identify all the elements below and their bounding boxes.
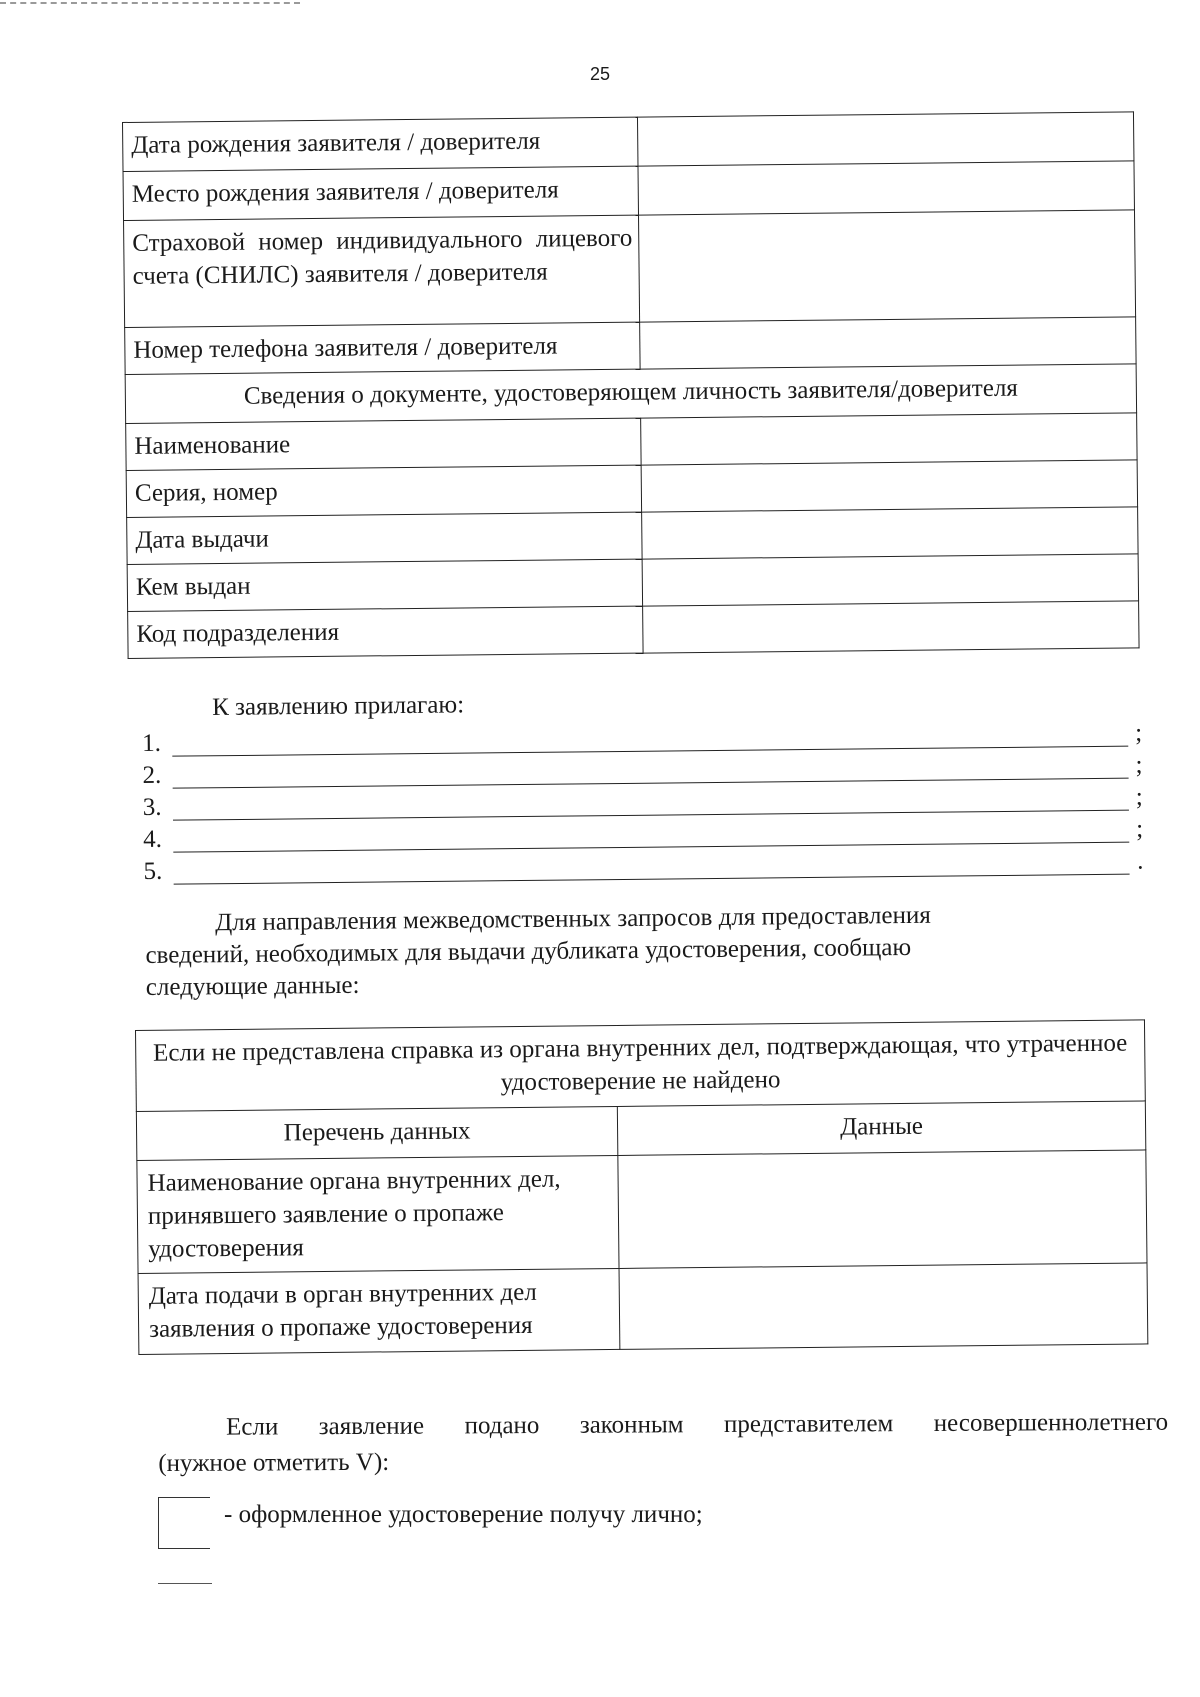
doc-series-field[interactable] [641, 460, 1137, 512]
attachment-punct: ; [1136, 815, 1144, 843]
minor-representative-paragraph [158, 1405, 1168, 1482]
doc-unit-code-field[interactable] [643, 601, 1139, 653]
doc-name-label: Наименование [126, 418, 641, 470]
snils-field[interactable] [639, 210, 1136, 322]
police-authority-field[interactable] [618, 1150, 1147, 1269]
receive-personally-checkbox[interactable] [158, 1497, 210, 1549]
doc-issue-date-label: Дата выдачи [127, 512, 642, 564]
birth-place-field[interactable] [638, 161, 1134, 215]
attachment-punct: ; [1135, 719, 1143, 747]
attachment-punct: . [1137, 847, 1144, 875]
table-row [138, 1263, 1148, 1355]
page-number: 25 [589, 64, 611, 84]
doc-issue-date-field[interactable] [642, 507, 1138, 559]
attachment-number: 1. [142, 729, 162, 757]
table-row [128, 601, 1139, 659]
doc-series-label: Серия, номер [126, 465, 641, 517]
doc-issuer-label: Кем выдан [127, 559, 642, 611]
attachments-intro: К заявлению прилагаю: [212, 691, 465, 721]
table-row [137, 1150, 1147, 1274]
phone-field[interactable] [640, 317, 1136, 369]
scan-edge [0, 2, 300, 4]
next-checkbox-edge [158, 1583, 212, 1584]
attachment-number: 2. [142, 761, 162, 789]
attachment-number: 5. [143, 857, 163, 885]
doc-unit-code-label: Код подразделения [128, 606, 643, 658]
birth-date-label: Дата рождения заявителя / доверителя [123, 117, 638, 171]
interagency-text: Для направления межведомственных запросов для предоставления сведений, необходимых для выдачи дубликата удостоверения, сообщаю следующие данные: [145, 901, 931, 1001]
attachment-punct: ; [1135, 783, 1143, 811]
doc-name-field[interactable] [641, 413, 1137, 465]
birth-place-label: Место рождения заявителя / доверителя [123, 166, 638, 220]
doc-issuer-field[interactable] [642, 554, 1138, 606]
minor-paragraph-line-2: (нужное отметить V): [158, 1448, 390, 1477]
attachment-number: 3. [142, 793, 162, 821]
snils-label: Страховой номер индивидуального лицевого счета (СНИЛС) заявителя / доверителя [124, 215, 640, 327]
attachment-blank[interactable] [174, 874, 1130, 885]
attachment-punct: ; [1135, 751, 1143, 779]
table-row [136, 1020, 1146, 1112]
applicant-info-table [122, 111, 1140, 659]
birth-date-field[interactable] [637, 112, 1133, 166]
column-header-data: Данные [617, 1101, 1145, 1156]
interagency-paragraph [145, 899, 1036, 1004]
attachments-list [142, 716, 1144, 886]
receive-personally-label: - оформленное удостоверение получу лично; [224, 1501, 703, 1528]
report-date-label: Дата подачи в орган внутренних дел заявления о пропаже удостоверения [138, 1268, 620, 1354]
phone-label: Номер телефона заявителя / доверителя [125, 322, 640, 374]
report-date-field[interactable] [619, 1263, 1148, 1350]
police-authority-label: Наименование органа внутренних дел, принявшего заявление о пропаже удостоверения [137, 1155, 619, 1273]
id-document-section-title: Сведения о документе, удостоверяющем личность заявителя/доверителя [125, 364, 1136, 424]
police-table-header: Если не представлена справка из органа внутренних дел, подтверждающая, что утраченное удостоверение не найдено [136, 1020, 1146, 1112]
attachment-number: 4. [143, 825, 163, 853]
police-report-table [135, 1019, 1148, 1355]
table-row [124, 210, 1136, 328]
minor-paragraph-line-1: Если заявление подано законным представителем несовершеннолетнего [226, 1408, 1169, 1441]
column-header-list: Перечень данных [136, 1106, 617, 1160]
